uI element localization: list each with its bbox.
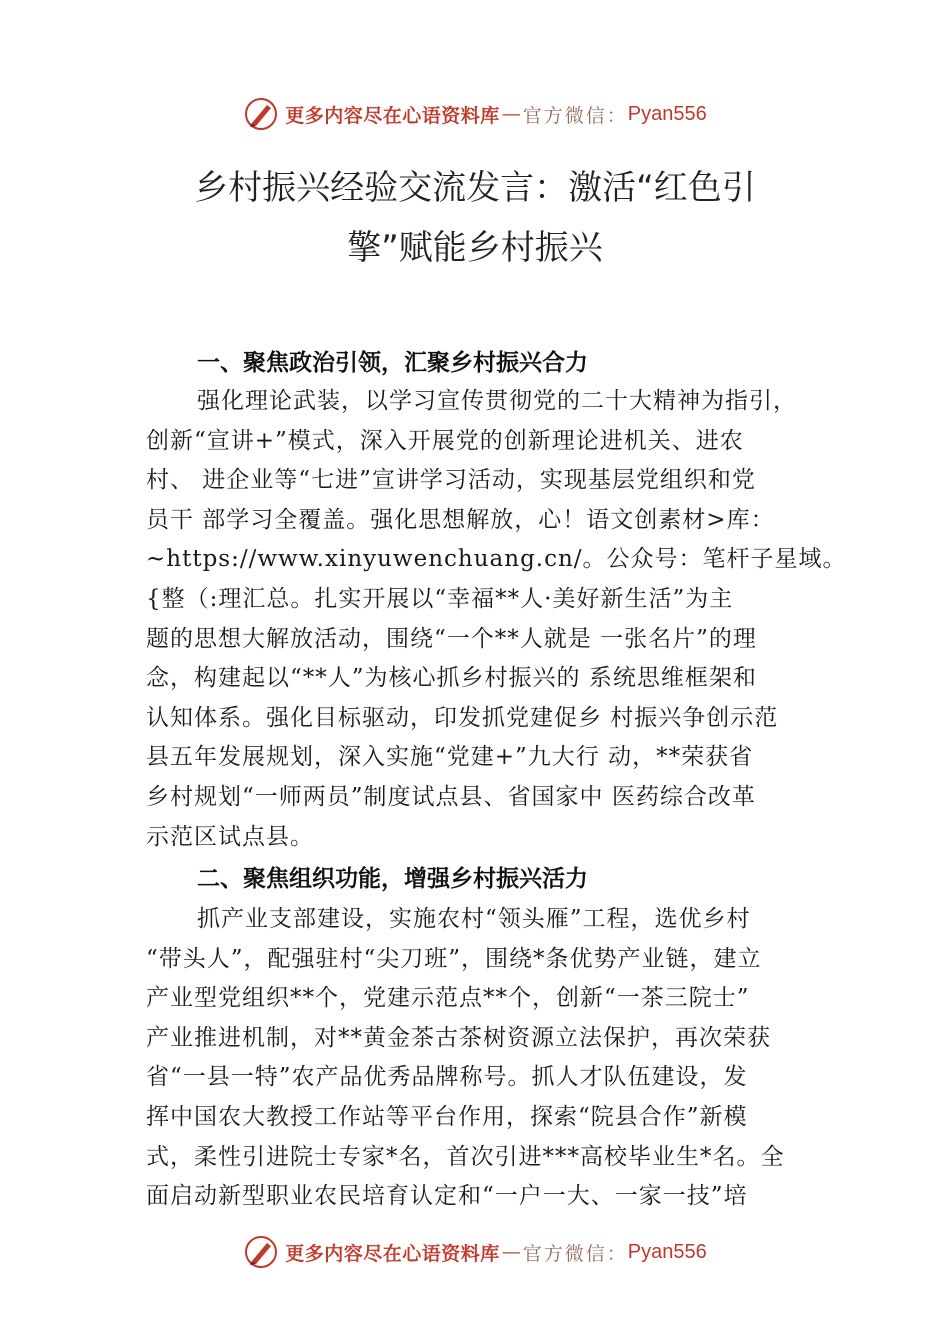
title-line-1: 乡村振兴经验交流发言：激活“红色引 [194,168,756,208]
wechat-label: 官方微信： [522,104,628,127]
paragraph-line: 产业型党组织**个，党建示范点**个，创新“一茶三院士” [146,985,750,1012]
wechat-id: Pyan556 [627,1240,707,1263]
watermark-banner-bottom [0,1232,950,1272]
banner-dash: — [501,1241,521,1263]
title-line-2: 擎”赋能乡村振兴 [347,228,603,268]
section-heading-1: 一、聚焦政治引领，汇聚乡村振兴合力 [197,350,588,376]
paragraph-line: 县五年发展规划，深入实施“党建+”九大行 动，**荣获省 [146,744,754,771]
banner-dash: — [501,103,521,125]
paragraph-line: 产业推进机制，对**黄金茶古茶树资源立法保护，再次荣获 [146,1024,771,1051]
paragraph-line: 挥中国农大教授工作站等平台作用，探索“院县合作”新模 [146,1103,748,1130]
paragraph-line: 题的思想大解放活动，围绕“一个**人就是 一张名片”的理 [146,625,757,652]
brand-text: 更多内容尽在心语资料库 [285,104,500,127]
section-heading-2: 二、聚焦组织功能，增强乡村振兴活力 [197,866,588,892]
paragraph-line: 创新“宣讲+”模式，深入开展党的创新理论进机关、进农 [146,427,744,454]
paragraph-line: {整（:理汇总。扎实开展以“幸福**人·美好新生活”为主 [146,585,734,612]
paragraph-line: 员干 部学习全覆盖。强化思想解放，心！语文创素材>库： [146,506,775,533]
pen-logo-icon [243,96,279,132]
pen-logo-icon [243,1234,279,1270]
paragraph-line: 式，柔性引进院士专家*名，首次引进***高校毕业生*名。全 [146,1143,785,1170]
paragraph-line: 省“一县一特”农产品优秀品牌称号。抓人才队伍建设，发 [146,1064,748,1091]
paragraph-line: 强化理论武装，以学习宣传贯彻党的二十大精神为指引， [197,388,797,414]
section-body-2 [146,900,826,1217]
watermark-banner-top [0,94,950,134]
paragraph-line: 面启动新型职业农民培育认定和“一户一大、一家一技”培 [146,1183,748,1210]
paragraph-line: 乡村规划“一师两员”制度试点县、省国家中 医药综合改革 [146,783,756,810]
document-title [140,158,810,278]
section-body-1 [146,382,847,857]
brand-text: 更多内容尽在心语资料库 [285,1242,500,1265]
wechat-id: Pyan556 [627,102,707,125]
paragraph-line: ~https://www.xinyuwenchuang.cn/。公众号：笔杆子星域。 [146,546,847,573]
paragraph-line: 念，构建起以“**人”为核心抓乡村振兴的 系统思维框架和 [146,665,757,692]
wechat-label: 官方微信： [522,1242,628,1265]
paragraph-line: 抓产业支部建设，实施农村“领头雁”工程，选优乡村 [197,906,751,932]
paragraph-line: 认知体系。强化目标驱动，印发抓党建促乡 村振兴争创示范 [146,704,779,731]
paragraph-line: “带头人”，配强驻村“尖刀班”，围绕*条优势产业链，建立 [146,945,762,972]
paragraph-line: 示范区试点县。 [146,823,314,850]
paragraph-line: 村、 进企业等“七进”宣讲学习活动，实现基层党组织和党 [146,467,756,494]
